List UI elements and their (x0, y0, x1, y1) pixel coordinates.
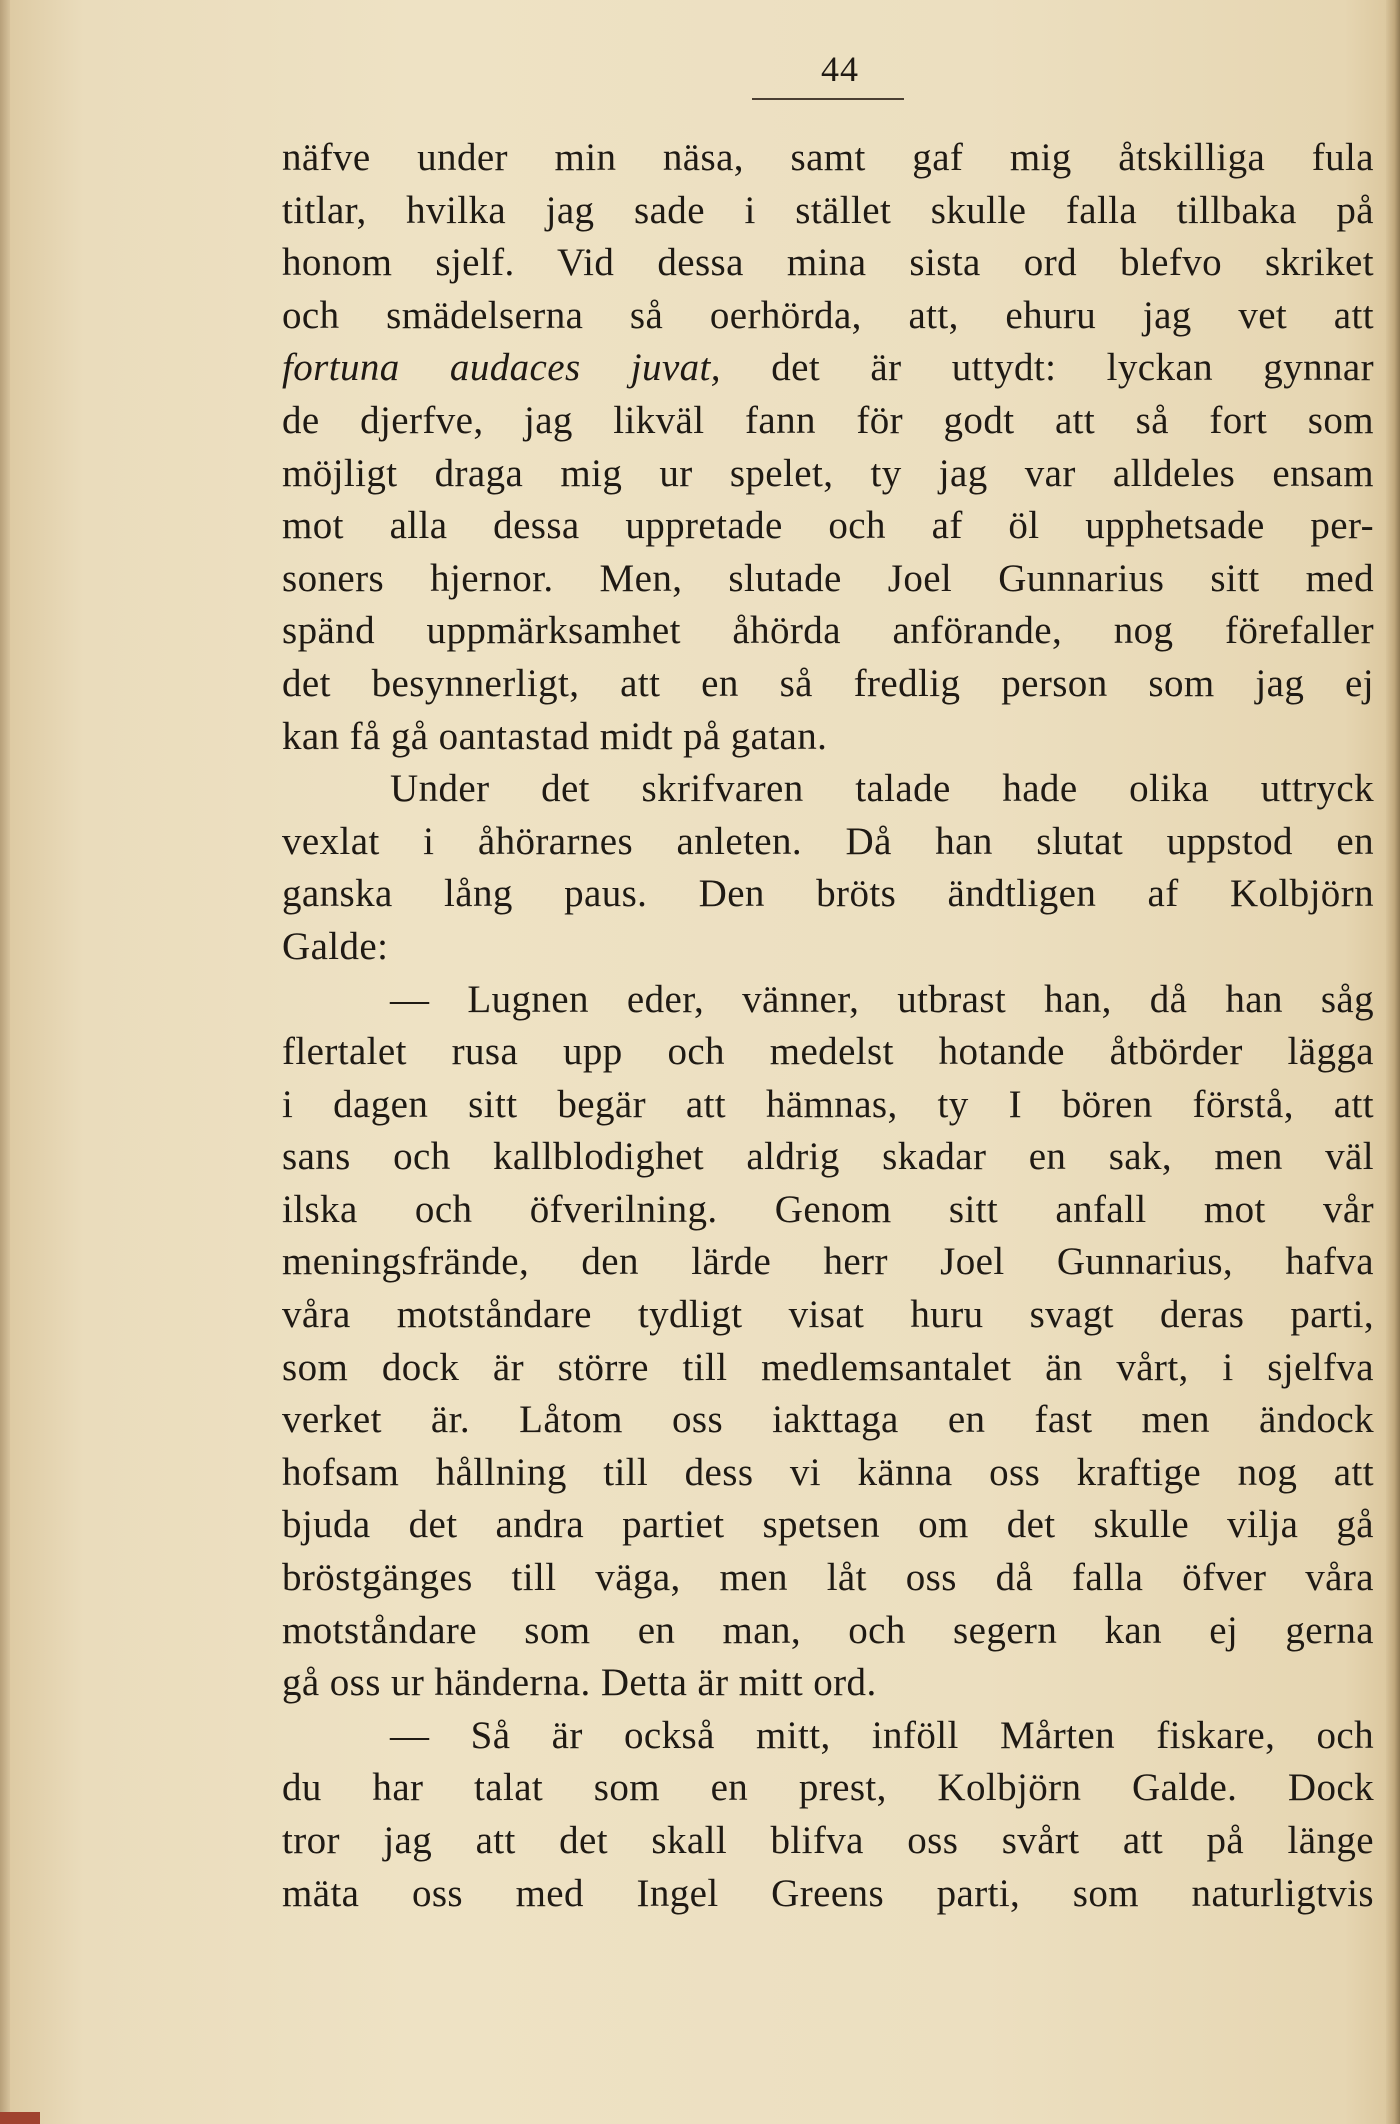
text-line: vexlat i åhörarnes anleten. Då han slutat uppstod en (282, 819, 1374, 863)
text-line: näfve under min näsa, samt gaf mig åtskilliga fula (282, 136, 1374, 179)
text-line: våra motståndare tydligt visat huru svagt deras parti, (282, 1293, 1374, 1337)
page-number: 44 (821, 49, 859, 89)
text-line: ilska och öfverilning. Genom sitt anfall mot vår (282, 1187, 1374, 1231)
text-line: möjligt draga mig ur spelet, ty jag var alldeles ensam (282, 451, 1374, 495)
text-line: flertalet rusa upp och medelst hotande åtbörder lägga (282, 1030, 1374, 1074)
text-line: titlar, hvilka jag sade i stället skulle falla tillbaka på (282, 188, 1374, 232)
text-line: tror jag att det skall blifva oss svårt att på länge (282, 1819, 1374, 1862)
text-line: och smädelserna så oerhörda, att, ehuru jag vet att (282, 293, 1374, 337)
page-left-edge (0, 0, 10, 2124)
text-line: ganska lång paus. Den bröts ändtligen af Kolbjörn (282, 872, 1374, 916)
text-line: meningsfrände, den lärde herr Joel Gunnarius, hafva (282, 1240, 1374, 1284)
text-line: det besynnerligt, att en så fredlig person som jag ej (282, 661, 1374, 705)
text-line: mot alla dessa uppretade och af öl upphetsade per- (282, 504, 1374, 548)
text-line: soners hjernor. Men, slutade Joel Gunnarius sitt med (282, 556, 1374, 600)
text-line: verket är. Låtom oss iakttaga en fast men ändock (282, 1398, 1374, 1442)
book-cover-corner (0, 2112, 40, 2124)
text-line: sans och kallblodighet aldrig skadar en sak, men väl (282, 1135, 1374, 1179)
text-line: — Så är också mitt, inföll Mårten fiskare, och (390, 1713, 1374, 1757)
text-line: Under det skrifvaren talade hade olika uttryck (390, 767, 1374, 811)
header-rule (752, 98, 904, 100)
page-right-edge (1386, 0, 1400, 2124)
latin-phrase: fortuna audaces juvat, (282, 346, 721, 390)
text-line: Galde: (282, 924, 389, 968)
body-text (282, 132, 1374, 1920)
text-line: mäta oss med Ingel Greens parti, som naturligtvis (282, 1871, 1374, 1915)
text-line: fortuna audaces juvat, det är uttydt: lyckan gynnar (282, 346, 1374, 390)
text-line: honom sjelf. Vid dessa mina sista ord blefvo skriket (282, 241, 1374, 285)
text-line: bröstgänges till väga, men låt oss då falla öfver våra (282, 1556, 1374, 1600)
text-line: kan få gå oantastad midt på gatan. (282, 714, 828, 758)
text-line: bjuda det andra partiet spetsen om det skulle vilja gå (282, 1503, 1374, 1547)
text-line: motståndare som en man, och segern kan ej gerna (282, 1608, 1374, 1652)
text-line: gå oss ur händerna. Detta är mitt ord. (282, 1661, 877, 1705)
text-line: — Lugnen eder, vänner, utbrast han, då han såg (390, 977, 1374, 1021)
text-line: i dagen sitt begär att hämnas, ty I bören förstå, att (282, 1082, 1374, 1126)
text-line: som dock är större till medlemsantalet än vårt, i sjelfva (282, 1345, 1374, 1389)
text-line: du har talat som en prest, Kolbjörn Galde. Dock (282, 1766, 1374, 1810)
text-line: de djerfve, jag likväl fann för godt att så fort som (282, 398, 1374, 442)
text-line: hofsam hållning till dess vi känna oss kraftige nog att (282, 1450, 1374, 1494)
text-line: spänd uppmärksamhet åhörda anförande, nog förefaller (282, 609, 1374, 653)
